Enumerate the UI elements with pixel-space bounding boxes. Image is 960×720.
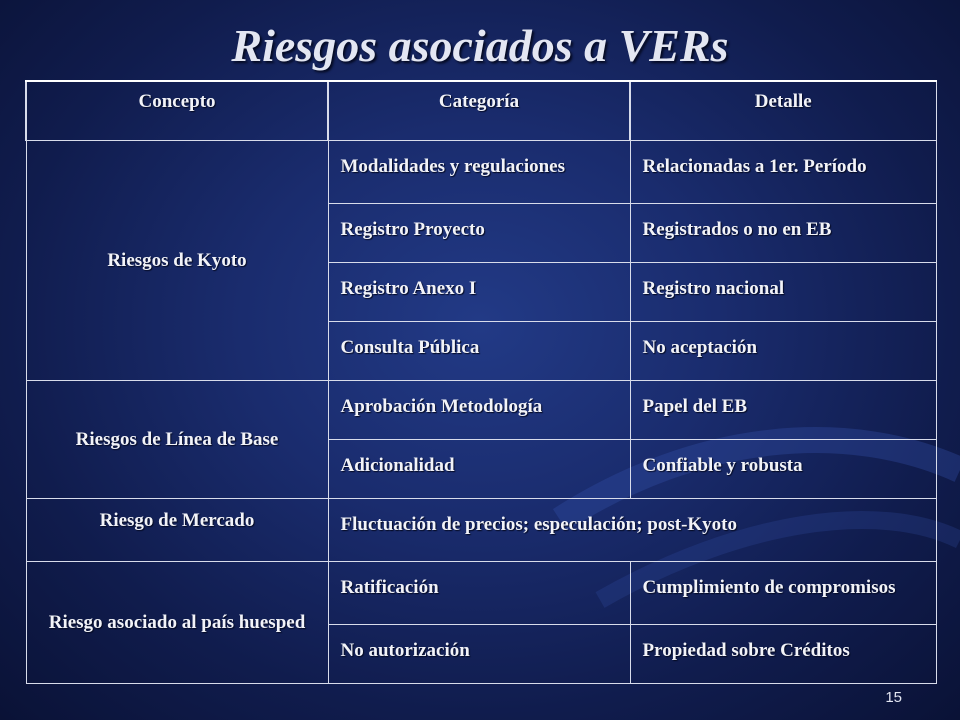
table-header-row: [26, 81, 936, 141]
detail-cell: Relacionadas a 1er. Período: [630, 141, 936, 204]
table-row: [26, 562, 936, 625]
merged-detail-cell: Fluctuación de precios; especulación; post-Kyoto: [328, 499, 936, 562]
detail-cell: Registrados o no en EB: [630, 204, 936, 263]
table-row: [26, 141, 936, 204]
slide-title: Riesgos asociados a VERs: [231, 20, 729, 71]
risks-table: [25, 80, 937, 684]
category-cell: Ratificación: [328, 562, 630, 625]
concept-cell: Riesgos de Línea de Base: [26, 381, 328, 499]
category-cell: Modalidades y regulaciones: [328, 141, 630, 204]
category-cell: Aprobación Metodología: [328, 381, 630, 440]
page-number: 15: [885, 689, 902, 706]
header-detalle: Detalle: [630, 81, 936, 141]
detail-cell: Papel del EB: [630, 381, 936, 440]
header-concepto: Concepto: [26, 81, 328, 141]
concept-cell: Riesgos de Kyoto: [26, 141, 328, 381]
detail-cell: Propiedad sobre Créditos: [630, 625, 936, 684]
concept-cell: Riesgo de Mercado: [26, 499, 328, 562]
detail-cell: No aceptación: [630, 322, 936, 381]
table-row: [26, 499, 936, 562]
detail-cell: Cumplimiento de compromisos: [630, 562, 936, 625]
detail-cell: Confiable y robusta: [630, 440, 936, 499]
header-categoria: Categoría: [328, 81, 630, 141]
table-row: [26, 381, 936, 440]
category-cell: No autorización: [328, 625, 630, 684]
category-cell: Registro Anexo I: [328, 263, 630, 322]
category-cell: Registro Proyecto: [328, 204, 630, 263]
detail-cell: Registro nacional: [630, 263, 936, 322]
category-cell: Adicionalidad: [328, 440, 630, 499]
concept-cell: Riesgo asociado al país huesped: [26, 562, 328, 684]
category-cell: Consulta Pública: [328, 322, 630, 381]
